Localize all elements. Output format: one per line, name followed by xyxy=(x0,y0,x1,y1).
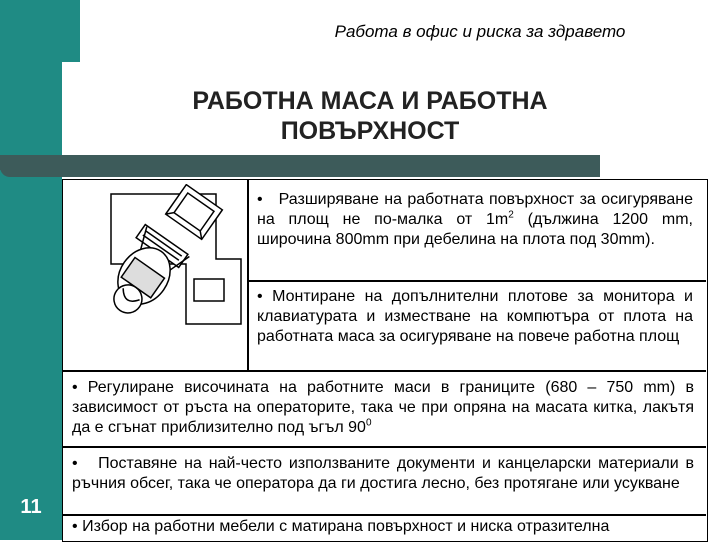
left-accent-top xyxy=(0,0,62,160)
list-item-1-text: Разширяване на работната повърхност за осигуряване на площ не по-малка от 1m xyxy=(257,191,693,228)
divider-bar-left xyxy=(0,160,62,170)
page-number: 11 xyxy=(20,496,42,518)
workstation-illustration xyxy=(66,184,244,368)
bullet-2: • xyxy=(257,288,263,305)
grid-line-2 xyxy=(62,370,706,372)
grid-line-3 xyxy=(62,446,706,448)
bullet-5: • xyxy=(72,518,78,535)
grid-line-1 xyxy=(247,280,706,282)
list-item-4-text: Поставяне на най-често използваните документи и канцеларски материали в ръчния обсег, така че оператора да ги достига лесно, без протягане или усукване xyxy=(72,455,695,492)
list-item-2-text: Монтиране на допълнителни плотове за монитора и клавиатурата и изместване на компютъра от плота на работната маса за осигуряване на повече работна площ xyxy=(257,288,693,345)
left-accent-strip xyxy=(0,160,62,540)
bullet-4: • xyxy=(72,455,78,472)
slide-title-line-1: РАБОТНА МАСА И РАБОТНА xyxy=(192,87,548,115)
list-item-1 xyxy=(257,190,693,250)
list-item-3 xyxy=(72,378,694,438)
list-item-1-text-b: (дължина 1200 mm, широчина 800mm при дебелина на плота под 30mm). xyxy=(257,211,693,248)
slide-title xyxy=(120,86,620,146)
list-item-2 xyxy=(257,287,693,347)
list-item-1-superscript: 2 xyxy=(508,209,514,221)
list-item-5-text: Избор на работни мебели с матирана повърхност и ниска отразителна xyxy=(82,518,610,535)
header-title: Работа в офис и риска за здравето xyxy=(334,22,626,41)
list-item-4 xyxy=(72,454,694,494)
slide-title-line-2: ПОВЪРХНОСТ xyxy=(280,117,460,145)
top-accent xyxy=(62,0,80,62)
grid-line-vertical xyxy=(247,179,249,371)
workstation-drawing xyxy=(66,184,244,368)
list-item-3-superscript: 0 xyxy=(365,417,372,429)
bullet-1: • xyxy=(257,191,263,208)
list-item-5 xyxy=(72,517,694,537)
accent-curve xyxy=(62,62,102,102)
grid-line-4 xyxy=(62,514,706,516)
bullet-3: • xyxy=(72,379,78,396)
list-item-3-text: Регулиране височината на работните маси в границите (680 – 750 mm) в зависимост от ръста на операторите, така че при опряна на масата китка, лакътя да е сгънат приблизително под ъгъл 90 xyxy=(72,379,694,436)
title-divider-bar xyxy=(0,155,600,177)
